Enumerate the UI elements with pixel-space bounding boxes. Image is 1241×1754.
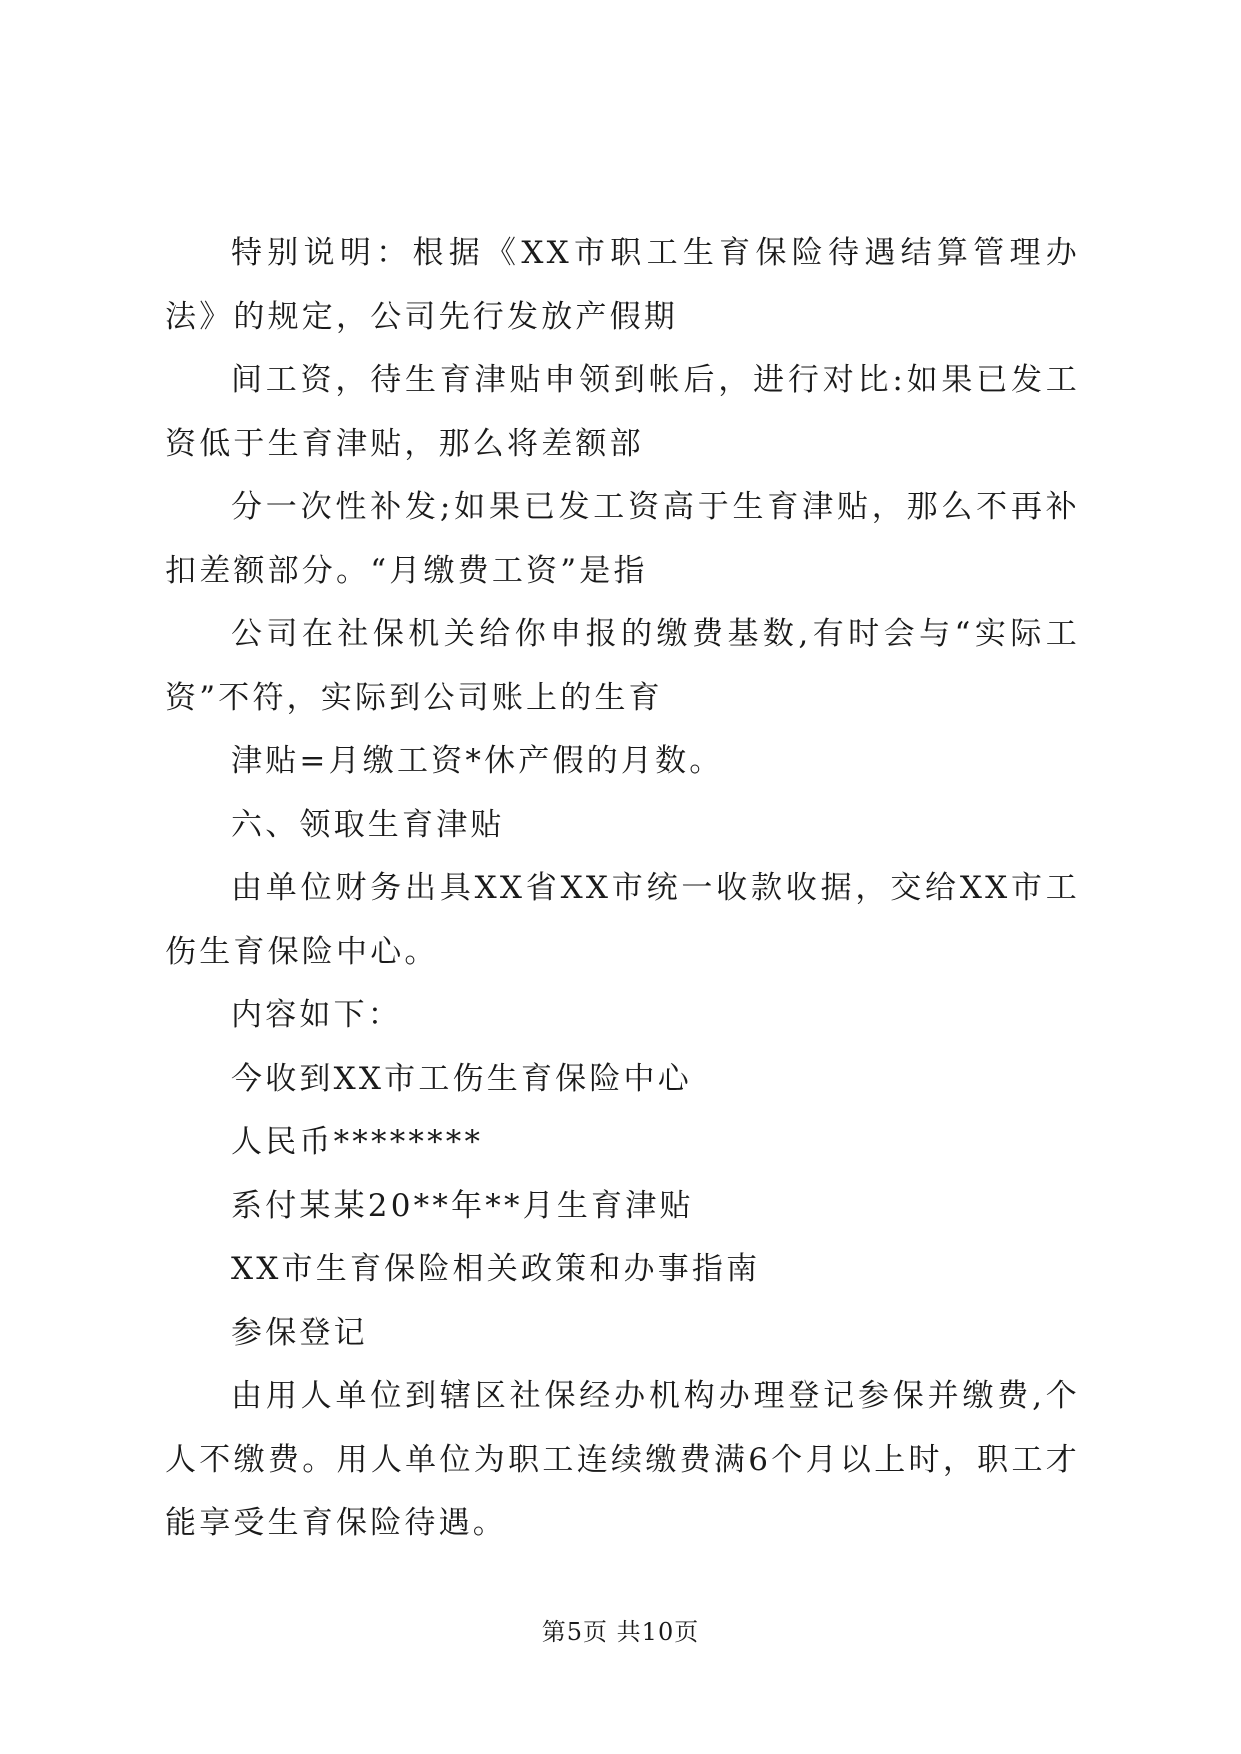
paragraph-special-note: 特别说明：根据《XX市职工生育保险待遇结算管理办法》的规定，公司先行发放产假期 [165, 235, 1080, 335]
paragraph-difference-payment: 分一次性补发;如果已发工资高于生育津贴，那么不再补扣差额部分。“月缴费工资”是指 [165, 489, 1080, 589]
section-heading-policy-guide: XX市生育保险相关政策和办事指南 [231, 1251, 761, 1287]
paragraph-contribution-base: 公司在社保机关给你申报的缴费基数,有时会与“实际工资”不符，实际到公司账上的生育 [165, 616, 1080, 716]
section-heading-claim-allowance: 六、领取生育津贴 [231, 806, 505, 843]
section-heading-registration: 参保登记 [231, 1314, 368, 1351]
receipt-line-purpose: 系付某某20**年**月生育津贴 [231, 1187, 694, 1224]
paragraph-content-label: 内容如下： [231, 997, 402, 1033]
receipt-line-amount: 人民币******** [231, 1124, 484, 1160]
document-body [165, 222, 1080, 1556]
receipt-line-received-from: 今收到XX市工伤生育保险中心 [231, 1060, 692, 1097]
page-number-footer: 第5页 共10页 [541, 1618, 700, 1646]
paragraph-registration-details: 由用人单位到辖区社保经办机构办理登记参保并缴费,个人不缴费。用人单位为职工连续缴费满6个月以上时，职工才能享受生育保险待遇。 [165, 1378, 1080, 1541]
paragraph-receipt-instruction: 由单位财务出具XX省XX市统一收款收据，交给XX市工伤生育保险中心。 [165, 870, 1080, 970]
paragraph-allowance-formula: 津贴=月缴工资*休产假的月数。 [231, 743, 724, 779]
paragraph-wage-comparison: 间工资，待生育津贴申领到帐后，进行对比:如果已发工资低于生育津贴，那么将差额部 [165, 362, 1080, 462]
